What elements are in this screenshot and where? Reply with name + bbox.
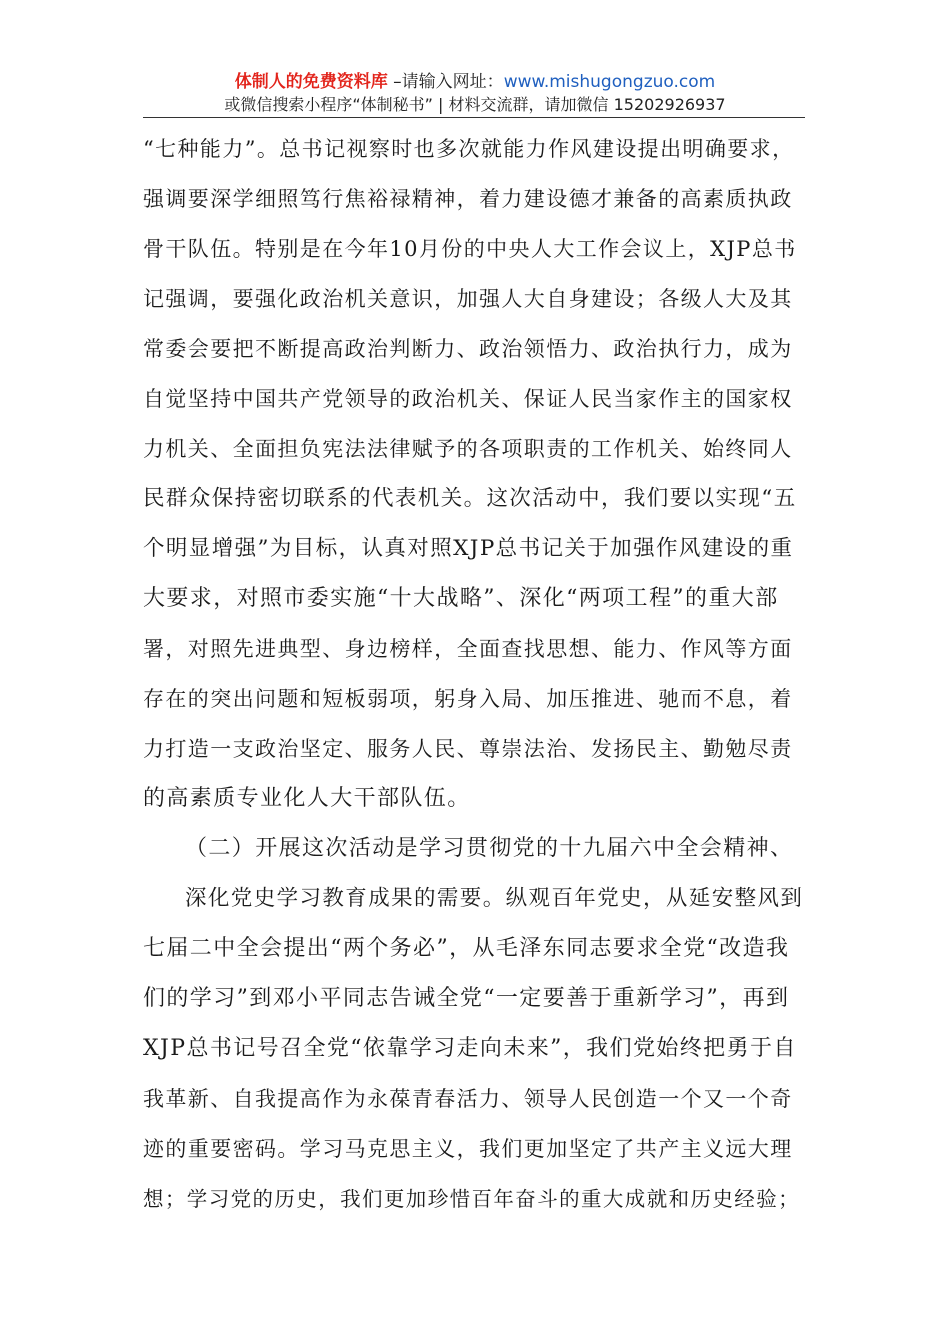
text-line: 个明显增强”为目标，认真对照XJP总书记关于加强作风建设的重: [143, 536, 794, 561]
text-line: 迹的重要密码。学习马克思主义，我们更加坚定了共产主义远大理: [143, 1137, 793, 1161]
document-body: [143, 124, 805, 1224]
text-line: 记强调，要强化政治机关意识，加强人大自身建设；各级人大及其: [143, 287, 793, 311]
text-line: 的高素质专业化人大干部队伍。: [143, 786, 471, 811]
text-line: 大要求，对照市委实施“十大战略”、深化“两项工程”的重大部: [143, 586, 779, 611]
text-line: 深化党史学习教育成果的需要。纵观百年党史，从延安整风到: [185, 886, 804, 911]
site-name: 体制人的免费资料库: [234, 72, 388, 92]
section-heading-line: （二）开展这次活动是学习贯彻党的十九届六中全会精神、: [185, 836, 794, 861]
text-line: 自觉坚持中国共产党领导的政治机关、保证人民当家作主的国家权: [143, 387, 793, 411]
text-line: 七届二中全会提出“两个务必”，从毛泽东同志要求全党“改造我: [143, 936, 790, 961]
text-line: 们的学习”到邓小平同志告诫全党“一定要善于重新学习”，再到: [143, 986, 790, 1011]
text-line: 强调要深学细照笃行焦裕禄精神，着力建设德才兼备的高素质执政: [143, 187, 793, 211]
text-line: 民群众保持密切联系的代表机关。这次活动中，我们要以实现“五: [143, 486, 797, 511]
text-line: 常委会要把不断提高政治判断力、政治领悟力、政治执行力，成为: [143, 337, 793, 361]
url-prompt: –请输入网址：: [387, 72, 504, 92]
header-line-2: 或微信搜索小程序“体制秘书” | 材料交流群，请加微信 15202926937: [224, 95, 726, 114]
site-url-link[interactable]: www.mishugongzuo.com: [503, 72, 716, 92]
text-line: 骨干队伍。特别是在今年10月份的中央人大工作会议上，XJP总书: [143, 237, 797, 261]
text-line: 我革新、自我提高作为永葆青春活力、领导人民创造一个又一个奇: [143, 1087, 793, 1111]
text-line: 力打造一支政治坚定、服务人民、尊崇法治、发扬民主、勤勉尽责: [143, 737, 793, 761]
text-line: 力机关、全面担负宪法法律赋予的各项职责的工作机关、始终同人: [143, 437, 793, 461]
text-line: XJP总书记号召全党“依靠学习走向未来”，我们党始终把勇于自: [143, 1036, 797, 1061]
text-line: 署，对照先进典型、身边榜样，全面查找思想、能力、作风等方面: [143, 637, 793, 661]
header-line-1: [0, 70, 950, 94]
header-divider: [143, 117, 805, 118]
text-line: “七种能力”。总书记视察时也多次就能力作风建设提出明确要求，: [143, 137, 795, 161]
text-line: 存在的突出问题和短板弱项，躬身入局、加压推进、驰而不息，着: [143, 687, 793, 711]
text-line: 想；学习党的历史，我们更加珍惜百年奋斗的重大成就和历史经验；: [143, 1187, 800, 1211]
